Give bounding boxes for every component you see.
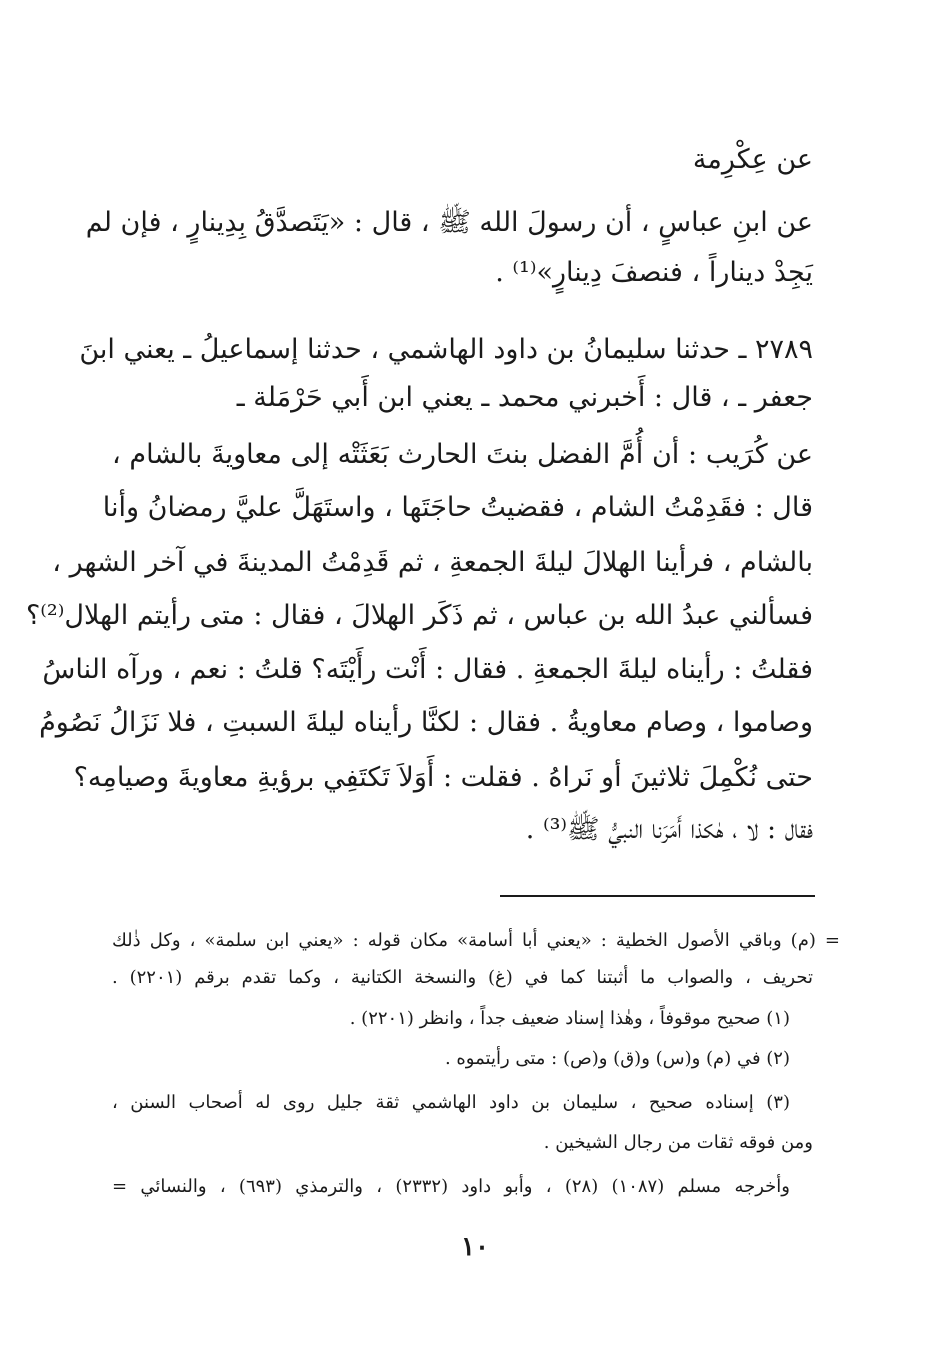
hadith-text-line: فقلتُ : رأيناه ليلةَ الجمعةِ . فقال : أَنْت رأَيْتَه؟ قلتُ : نعم ، ورآه الناسُ (42, 654, 813, 685)
footnote-line: = (م) وباقي الأصول الخطية : «يعني أبا أسامة» مكان قوله : «يعني ابن سلمة» ، وكل ذٰلك (112, 930, 840, 951)
hadith-text-line: فسألني عبدُ الله بن عباس ، ثم ذَكَر الهلالَ ، فقال : متى رأيتم الهلال⁽²⁾؟ (25, 600, 813, 631)
hadith-isnad-line: جعفر ـ ، قال : أَخبرني محمد ـ يعني ابن أَبي حَرْمَلة ـ (236, 382, 813, 413)
footnote-line: ومن فوقه ثقات من رجال الشيخين . (543, 1132, 813, 1153)
hadith-text-line: وصاموا ، وصام معاويةُ . فقال : لكنَّا رأيناه ليلةَ السبتِ ، فلا نَزَالُ نَصُومُ (39, 707, 813, 738)
page-number: ١٠ (461, 1232, 489, 1262)
footnote-line: وأخرجه مسلم (١٠٨٧) (٢٨) ، وأبو داود (٢٣٣٢) ، والترمذي (٦٩٣) ، والنسائي = (112, 1176, 790, 1197)
footnote-line: (٣) إسناده صحيح ، سليمان بن داود الهاشمي ثقة جليل روى له أصحاب السنن ، (112, 1092, 790, 1113)
footnote-line: (١) صحيح موقوفاً ، وهٰذا إسناد ضعيف جداً ، وانظر (٢٢٠١) . (349, 1008, 790, 1029)
hadith-text-line: يَجِدْ ديناراً ، فنصفَ دِينارٍ»⁽¹⁾ . (495, 257, 813, 288)
footnote-separator (500, 895, 815, 897)
footnote-line: تحريف ، والصواب ما أثبتنا كما في (غ) والنسخة الكتانية ، وكما تقدم برقم (٢٢٠١) . (112, 967, 813, 988)
hadith-text-line: عن ابنِ عباسٍ ، أن رسولَ الله ﷺ ، قال : «يَتَصدَّقُ بِدِينارٍ ، فإن لم (85, 207, 813, 238)
hadith-text-line: قال : فقَدِمْتُ الشام ، فقضيتُ حاجَتَها ، واستَهَلَّ عليَّ رمضانُ وأنا (102, 492, 813, 523)
hadith-text-line: فقال : لا ، هٰكذا أَمَرَنا النبيُّ ﷺ⁽³⁾ . (525, 814, 813, 845)
hadith-isnad-line: ٢٧٨٩ ـ حدثنا سليمانُ بن داود الهاشمي ، حدثنا إسماعيلُ ـ يعني ابنَ (79, 334, 813, 365)
narrator-line: عن عِكْرِمة (692, 144, 813, 175)
hadith-text-line: حتى نُكْمِلَ ثلاثينَ أو نَراهُ . فقلت : أَوَلاَ تَكتَفِي برؤيةِ معاويةَ وصيامِه؟ (73, 762, 813, 793)
hadith-text-line: بالشام ، فرأينا الهلالَ ليلةَ الجمعةِ ، ثم قَدِمْتُ المدينةَ في آخر الشهر ، (52, 547, 813, 578)
hadith-text-line: عن كُرَيب : أن أُمَّ الفضل بنتَ الحارث بَعَثَتْه إلى معاويةَ بالشام ، (112, 439, 813, 470)
footnote-line: (٢) في (م) و(س) و(ق) و(ص) : متى رأيتموه . (444, 1048, 790, 1069)
